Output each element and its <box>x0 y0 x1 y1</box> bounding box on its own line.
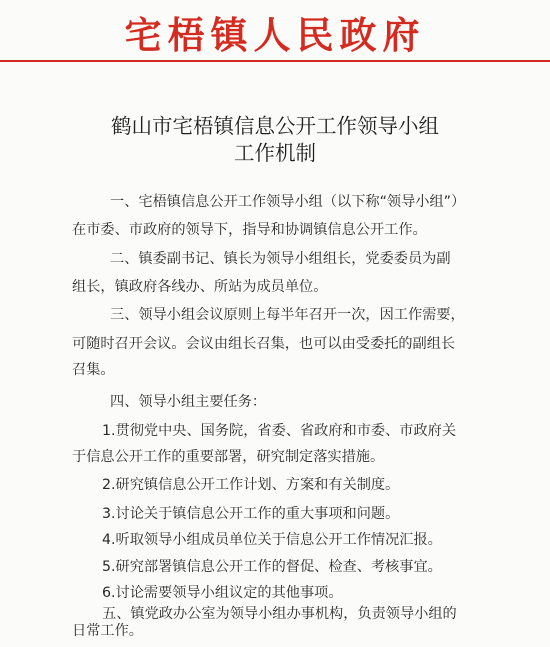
document-title-line-1: 鹤山市宅梧镇信息公开工作领导小组 <box>111 114 439 138</box>
body-line-17: 日常工作。 <box>72 623 143 639</box>
body-line-15: 6.讨论需要领导小组议定的其他事项。 <box>102 585 343 602</box>
body-line-1: 一、宅梧镇信息公开工作领导小组（以下称“领导小组”） <box>110 194 466 210</box>
body-line-5: 三、领导小组会议原则上每半年召开一次，因工作需要， <box>110 307 465 324</box>
body-line-14: 5.研究部署镇信息公开工作的督促、检查、考核事宜。 <box>102 558 442 575</box>
body-line-13: 4.听取领导小组成员单位关于信息公开工作情况汇报。 <box>102 532 442 549</box>
body-line-2: 在市委、市政府的领导下，指导和协调镇信息公开工作。 <box>72 222 427 239</box>
document-body <box>72 0 492 647</box>
body-line-7: 召集。 <box>72 362 115 379</box>
body-line-4: 组长，镇政府各线办、所站为成员单位。 <box>72 279 328 296</box>
document-title-line-2: 工作机制 <box>234 141 316 165</box>
body-line-12: 3.讨论关于镇信息公开工作的重大事项和问题。 <box>102 505 400 522</box>
body-line-9: 1.贯彻党中央、国务院，省委、省政府和市委、市政府关 <box>102 422 457 439</box>
body-line-11: 2.研究镇信息公开工作计划、方案和有关制度。 <box>102 477 400 494</box>
body-line-3: 二、镇委副书记、镇长为领导小组组长，党委委员为副 <box>110 250 451 267</box>
letterhead-org-name: 宅梧镇人民政府 <box>124 13 426 57</box>
body-line-6: 可随时召开会议。会议由组长召集，也可以由受委托的副组长 <box>72 335 456 352</box>
body-line-16: 五、镇党政办公室为领导小组办事机构，负责领导小组的 <box>102 605 457 622</box>
body-line-10: 于信息公开工作的重要部署，研究制定落实措施。 <box>72 449 385 466</box>
body-line-8: 四、领导小组主要任务： <box>110 394 267 411</box>
